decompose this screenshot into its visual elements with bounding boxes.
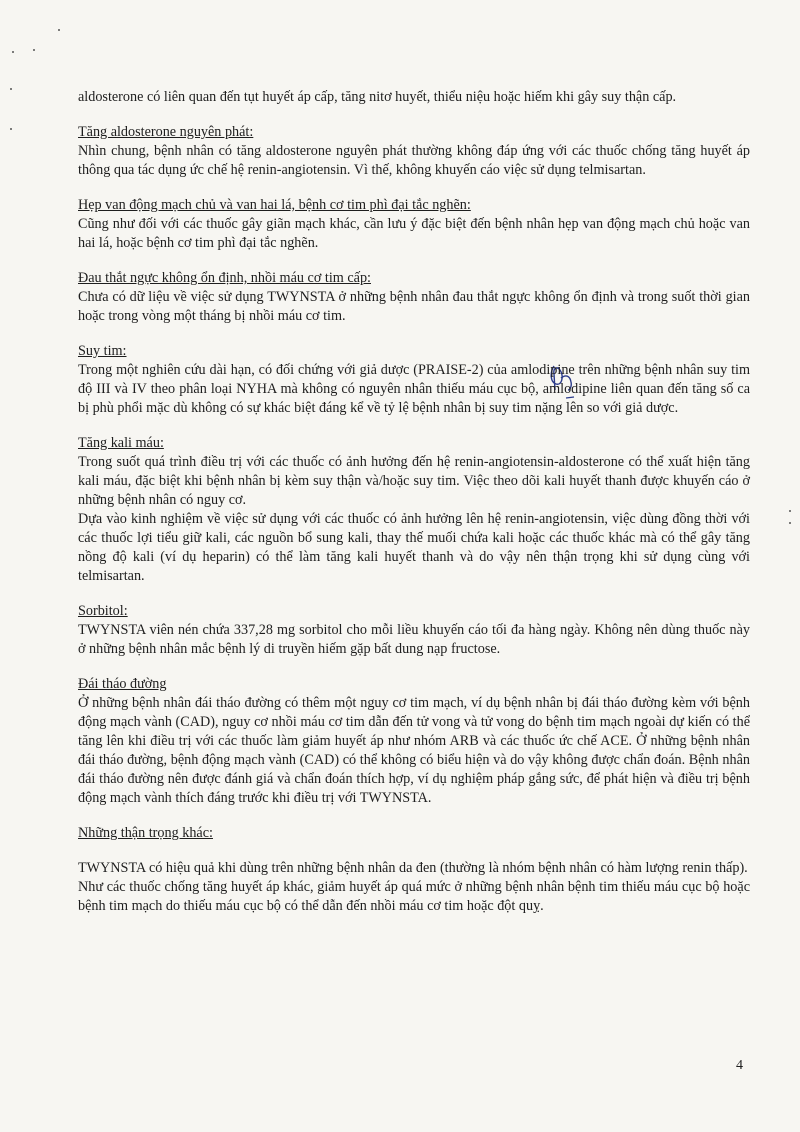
scan-speck [12,51,14,53]
section-paragraph: Chưa có dữ liệu về việc sử dụng TWYNSTA ở những bệnh nhân đau thắt ngực không ổn định và trong suốt thời gian hoặc trong vòng một tháng bị nhồi máu cơ tim. [78,289,750,324]
section-aldosterone [78,123,750,180]
section-heading: Hẹp van động mạch chủ và van hai lá, bệnh cơ tim phì đại tắc nghẽn: [78,197,471,213]
section-heading: Tăng aldosterone nguyên phát: [78,124,254,140]
section-paragraph: TWYNSTA viên nén chứa 337,28 mg sorbitol cho mỗi liều khuyến cáo tối đa hàng ngày. Không nên dùng thuốc này ở những bệnh nhân mắc bệnh lý di truyền hiếm gặp bất dung nạp fructose. [78,622,750,657]
section-hyperkalemia [78,434,750,586]
section-sorbitol [78,602,750,659]
section-heading: Đái tháo đường [78,676,167,692]
intro-section [78,88,750,107]
section-paragraph: Trong suốt quá trình điều trị với các thuốc có ảnh hưởng đến hệ renin-angiotensin-aldosterone có thể xuất hiện tăng kali máu, đặc biệt khi bệnh nhân bị kèm suy thận và/hoặc suy tim. Việc theo dõi kali huyết thanh được khuyến cáo ở những bệnh nhân có nguy cơ. [78,454,750,508]
scan-speck [789,522,791,524]
section-heading: Những thận trọng khác: [78,825,213,841]
section-stenosis [78,196,750,253]
scan-speck [58,29,60,31]
page-number: 4 [736,1058,743,1073]
scan-speck [10,128,12,130]
section-paragraph: Dựa vào kinh nghiệm về việc sử dụng với các thuốc có ảnh hưởng lên hệ renin-angiotensin, việc dùng đồng thời với các thuốc lợi tiểu giữ kali, các nguồn bổ sung kali, thay thế muối chứa kali hoặc các thuốc khác mà có thể gây tăng nồng độ kali (ví dụ heparin) có thể làm tăng kali huyết thanh và do vậy nên thận trọng khi sử dụng cùng với telmisartan. [78,511,750,584]
section-heart-failure [78,342,750,418]
section-heading: Suy tim: [78,343,127,359]
scan-speck [789,510,791,512]
document-body [78,88,750,932]
section-diabetes [78,675,750,808]
section-angina [78,269,750,326]
intro-paragraph: aldosterone có liên quan đến tụt huyết áp cấp, tăng nitơ huyết, thiểu niệu hoặc hiếm khi gây suy thận cấp. [78,89,677,105]
scan-speck [10,88,12,90]
section-paragraph: Trong một nghiên cứu dài hạn, có đối chứng với giả dược (PRAISE-2) của amlodipine trên những bệnh nhân suy tim độ III và IV theo phân loại NYHA mà không có nguyên nhân thiếu máu cục bộ, amlodipine liên quan đến tăng số ca bị phù phổi mặc dù không có sự khác biệt đáng kể về tỷ lệ bệnh nhân bị suy tim nặng lên so với giả dược. [78,362,750,416]
scan-speck [33,49,35,51]
section-heading: Sorbitol: [78,603,128,619]
section-paragraph: TWYNSTA có hiệu quả khi dùng trên những bệnh nhân da đen (thường là nhóm bệnh nhân có hàm lượng renin thấp). [78,860,748,876]
section-heading: Tăng kali máu: [78,435,164,451]
section-heading: Đau thắt ngực không ổn định, nhồi máu cơ tim cấp: [78,270,371,286]
section-paragraph: Ở những bệnh nhân đái tháo đường có thêm một nguy cơ tim mạch, ví dụ bệnh nhân bị đái tháo đường kèm với bệnh động mạch vành (CAD), nguy cơ nhồi máu cơ tim dẫn đến tử vong và tử vong do bệnh tim mạch ngoài dự kiến có thể tăng lên khi điều trị với các thuốc làm giảm huyết áp như nhóm ARB và các thuốc ức chế ACE. Ở những bệnh nhân đái tháo đường, bệnh động mạch vành (CAD) có thể không có biểu hiện và do vậy không được chẩn đoán. Bệnh nhân đái tháo đường nên được đánh giá và chẩn đoán thích hợp, ví dụ nghiệm pháp gắng sức, để phát hiện và điều trị bệnh động mạch vành thích đáng trước khi điều trị với TWYNSTA. [78,695,750,806]
section-other-precautions [78,824,750,916]
section-paragraph: Nhìn chung, bệnh nhân có tăng aldosterone nguyên phát thường không đáp ứng với các thuốc chống tăng huyết áp thông qua tác dụng ức chế hệ renin-angiotensin. Vì thế, không khuyến cáo việc sử dụng telmisartan. [78,143,750,178]
section-paragraph: Như các thuốc chống tăng huyết áp khác, giảm huyết áp quá mức ở những bệnh nhân bệnh tim thiếu máu cục bộ hoặc bệnh tim mạch do thiếu máu cục bộ có thể dẫn đến nhồi máu cơ tim hoặc đột quỵ. [78,879,750,914]
section-paragraph: Cũng như đối với các thuốc gây giãn mạch khác, cần lưu ý đặc biệt đến bệnh nhân hẹp van động mạch chủ hoặc van hai lá, hoặc bệnh cơ tim phì đại tắc nghẽn. [78,216,750,251]
